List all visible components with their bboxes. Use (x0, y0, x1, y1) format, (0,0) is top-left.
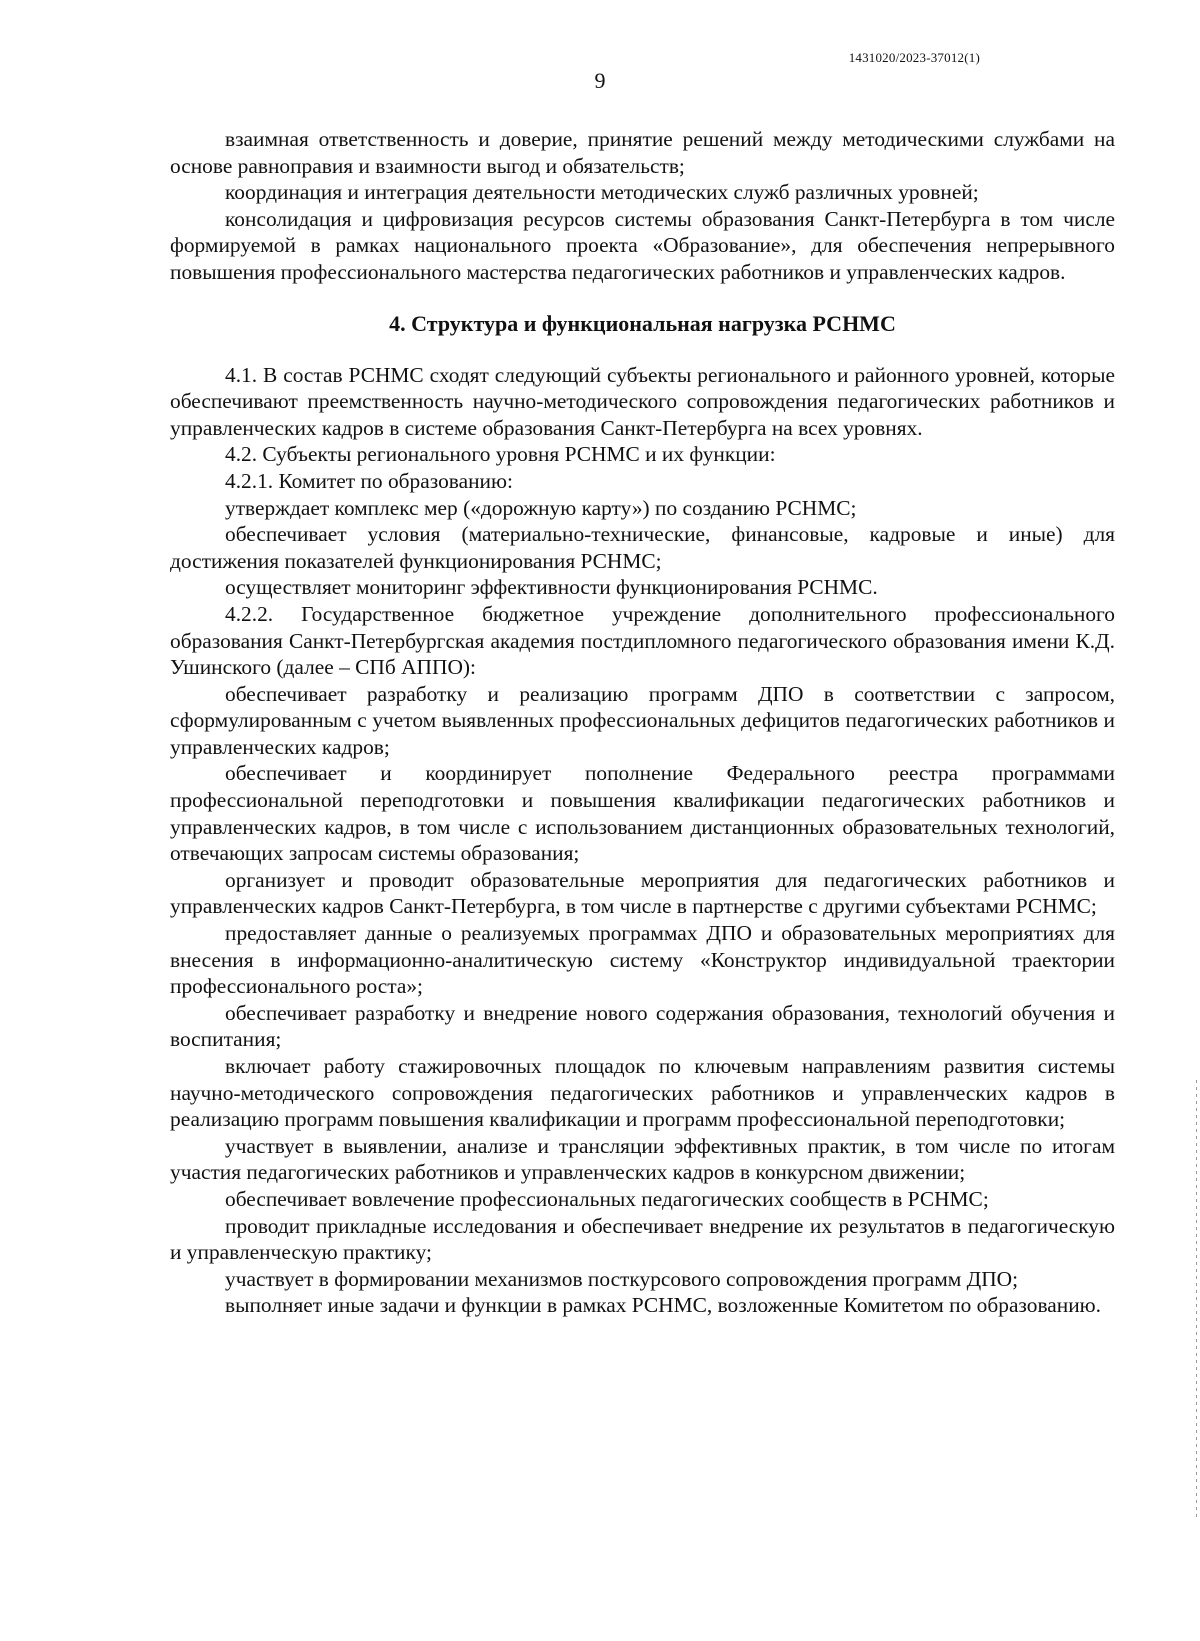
document-id: 1431020/2023-37012(1) (848, 50, 980, 65)
paragraph: 4.2. Субъекты регионального уровня РСНМС и их функции: (225, 442, 776, 467)
paragraph: участвует в формировании механизмов посткурсового сопровождения программ ДПО; (225, 1266, 1019, 1291)
paragraph: консолидация и цифровизация ресурсов системы образования Санкт-Петербурга в том числе формируемой в рамках национального проекта «Образование», для обеспечения непрерывного повышения профессионального мастерства педагогических работников и управленческих кадров. (170, 206, 1115, 284)
page-number: 9 (594, 68, 606, 93)
document-body (170, 126, 1115, 1319)
paragraph: включает работу стажировочных площадок по ключевым направлениям развития системы научно-методического сопровождения педагогических работников и управленческих кадров в реализацию программ повышения квалификации и программ профессиональной переподготовки; (170, 1054, 1115, 1132)
paragraph: предоставляет данные о реализуемых программах ДПО и образовательных мероприятиях для внесения в информационно-аналитическую систему «Конструктор индивидуальной траектории профессионального роста»; (170, 921, 1115, 999)
paragraph: 4.2.1. Комитет по образованию: (225, 468, 513, 493)
section-heading: 4. Структура и функциональная нагрузка РСНМС (389, 310, 896, 336)
paragraph: обеспечивает вовлечение профессиональных педагогических сообществ в РСНМС; (225, 1186, 989, 1211)
paragraph: координация и интеграция деятельности методических служб различных уровней; (225, 180, 979, 205)
paragraph: участвует в выявлении, анализе и трансляции эффективных практик, в том числе по итогам участия педагогических работников и управленческих кадров в конкурсном движении; (170, 1133, 1115, 1185)
paragraph: проводит прикладные исследования и обеспечивает внедрение их результатов в педагогическую и управленческую практику; (170, 1213, 1115, 1265)
paragraph: 4.1. В состав РСНМС сходят следующий субъекты регионального и районного уровней, которые обеспечивают преемственность научно-методического сопровождения педагогических работников и управленческих кадров в системе образования Санкт-Петербурга на всех уровнях. (170, 362, 1115, 440)
paragraph: обеспечивает условия (материально-технические, финансовые, кадровые и иные) для достижения показателей функционирования РСНМС; (170, 522, 1115, 573)
paragraph: утверждает комплекс мер («дорожную карту») по созданию РСНМС; (225, 495, 857, 520)
paragraph: организует и проводит образовательные мероприятия для педагогических работников и управленческих кадров Санкт-Петербурга, в том числе в партнерстве с другими субъектами РСНМС; (170, 867, 1115, 919)
paragraph: 4.2.2. Государственное бюджетное учреждение дополнительного профессионального образования Санкт-Петербургская академия постдипломного педагогического образования имени К.Д. Ушинского (далее – СПб АППО): (170, 601, 1115, 680)
paragraph: взаимная ответственность и доверие, принятие решений между методическими службами на основе равноправия и взаимности выгод и обязательств; (170, 127, 1115, 178)
scan-edge-line (1196, 1080, 1197, 1520)
paragraph: осуществляет мониторинг эффективности функционирования РСНМС. (225, 575, 878, 600)
paragraph: обеспечивает и координирует пополнение Федерального реестра программами профессиональной переподготовки и повышения квалификации педагогических работников и управленческих кадров, в том числе с использованием дистанционных образовательных технологий, отвечающих запросам системы образования; (170, 761, 1115, 866)
paragraph: обеспечивает разработку и внедрение нового содержания образования, технологий обучения и воспитания; (170, 1000, 1115, 1052)
paragraph: выполняет иные задачи и функции в рамках РСНМС, возложенные Комитетом по образованию. (225, 1293, 1101, 1318)
paragraph: обеспечивает разработку и реализацию программ ДПО в соответствии с запросом, сформулированным с учетом выявленных профессиональных дефицитов педагогических работников и управленческих кадров; (170, 681, 1115, 759)
